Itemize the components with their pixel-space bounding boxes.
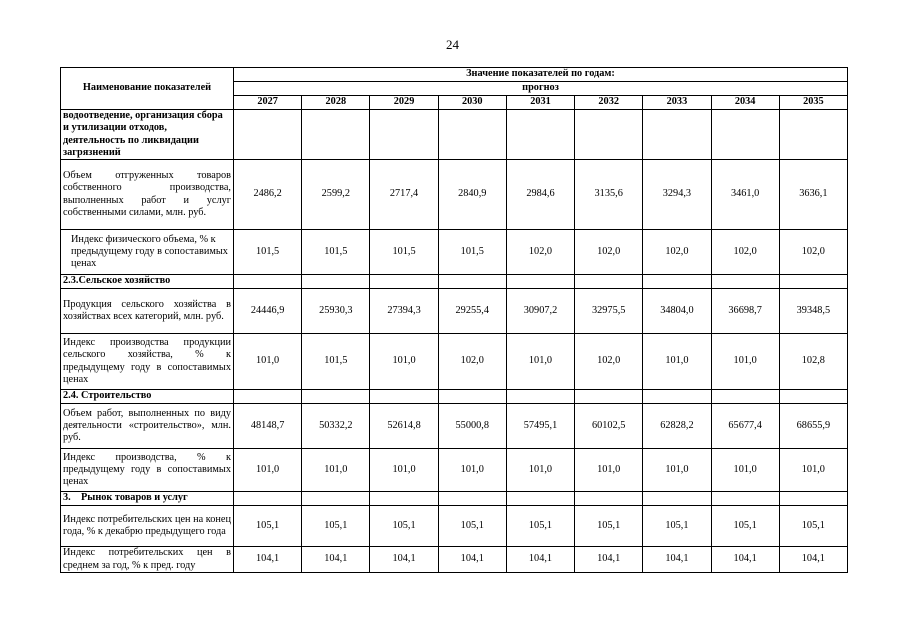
value-cell: 101,0 [779, 449, 847, 492]
value-cell: 105,1 [302, 506, 370, 547]
value-cell: 101,0 [643, 334, 711, 390]
indicator-label: водоотведение, организация сбора и утилизации отходов, деятельность по ликвидации загрязнений [61, 110, 234, 160]
value-cell: 105,1 [438, 506, 506, 547]
value-cell: 3135,6 [575, 160, 643, 230]
value-cell: 101,0 [643, 449, 711, 492]
value-cell [506, 110, 574, 160]
value-cell: 101,5 [302, 230, 370, 275]
table-row [61, 506, 848, 547]
header-year: 2028 [302, 96, 370, 110]
value-cell [711, 492, 779, 506]
value-cell: 102,0 [438, 334, 506, 390]
value-cell: 102,0 [643, 230, 711, 275]
value-cell: 34804,0 [643, 289, 711, 334]
header-year: 2029 [370, 96, 438, 110]
value-cell: 104,1 [575, 547, 643, 573]
value-cell: 3294,3 [643, 160, 711, 230]
value-cell: 104,1 [779, 547, 847, 573]
table-row [61, 230, 848, 275]
indicator-label: Индекс потребительских цен на конец года, % к декабрю предыдущего года [61, 506, 234, 547]
indicator-label: Индекс производства продукции сельского хозяйства, % к предыдущему году в сопоставимых ценах [61, 334, 234, 390]
value-cell: 2984,6 [506, 160, 574, 230]
section-title: 3. Рынок товаров и услуг [61, 492, 234, 506]
value-cell: 102,0 [575, 230, 643, 275]
value-cell [370, 110, 438, 160]
value-cell: 62828,2 [643, 404, 711, 449]
indicator-label: Продукция сельского хозяйства в хозяйствах всех категорий, млн. руб. [61, 289, 234, 334]
value-cell: 3636,1 [779, 160, 847, 230]
value-cell: 101,0 [234, 449, 302, 492]
value-cell [438, 492, 506, 506]
value-cell: 101,0 [234, 334, 302, 390]
value-cell [779, 275, 847, 289]
value-cell: 102,0 [711, 230, 779, 275]
header-year: 2032 [575, 96, 643, 110]
value-cell: 52614,8 [370, 404, 438, 449]
value-cell [643, 390, 711, 404]
value-cell: 68655,9 [779, 404, 847, 449]
indicator-label: Индекс потребительских цен в среднем за год, % к пред. году [61, 547, 234, 573]
table-row [61, 110, 848, 160]
value-cell: 101,0 [302, 449, 370, 492]
value-cell [302, 390, 370, 404]
value-cell [643, 492, 711, 506]
value-cell: 29255,4 [438, 289, 506, 334]
value-cell: 101,0 [506, 334, 574, 390]
section-title: 2.3.Сельское хозяйство [61, 275, 234, 289]
value-cell: 102,0 [506, 230, 574, 275]
value-cell: 3461,0 [711, 160, 779, 230]
value-cell: 32975,5 [575, 289, 643, 334]
value-cell: 24446,9 [234, 289, 302, 334]
value-cell: 50332,2 [302, 404, 370, 449]
value-cell [438, 390, 506, 404]
value-cell: 101,5 [302, 334, 370, 390]
table-row [61, 160, 848, 230]
value-cell: 2599,2 [302, 160, 370, 230]
value-cell [575, 390, 643, 404]
value-cell: 60102,5 [575, 404, 643, 449]
section-row [61, 275, 848, 289]
table-row [61, 547, 848, 573]
value-cell: 105,1 [643, 506, 711, 547]
value-cell: 104,1 [438, 547, 506, 573]
section-row [61, 492, 848, 506]
value-cell [575, 492, 643, 506]
value-cell [302, 110, 370, 160]
value-cell: 104,1 [370, 547, 438, 573]
value-cell [711, 390, 779, 404]
value-cell: 101,0 [370, 334, 438, 390]
value-cell [234, 492, 302, 506]
value-cell [302, 492, 370, 506]
header-year: 2035 [779, 96, 847, 110]
value-cell [438, 110, 506, 160]
table-body [61, 110, 848, 573]
value-cell: 104,1 [711, 547, 779, 573]
value-cell: 104,1 [302, 547, 370, 573]
value-cell [575, 275, 643, 289]
value-cell [370, 275, 438, 289]
header-year: 2034 [711, 96, 779, 110]
table-row [61, 334, 848, 390]
header-year: 2033 [643, 96, 711, 110]
value-cell: 104,1 [643, 547, 711, 573]
value-cell [643, 275, 711, 289]
indicator-label: Индекс производства, % к предыдущему году в сопоставимых ценах [61, 449, 234, 492]
value-cell [234, 390, 302, 404]
value-cell [506, 492, 574, 506]
value-cell: 101,5 [370, 230, 438, 275]
value-cell: 101,5 [438, 230, 506, 275]
value-cell [711, 275, 779, 289]
value-cell [779, 110, 847, 160]
value-cell: 2486,2 [234, 160, 302, 230]
section-title: 2.4. Строительство [61, 390, 234, 404]
indicators-table [60, 67, 848, 573]
value-cell: 27394,3 [370, 289, 438, 334]
value-cell [302, 275, 370, 289]
value-cell: 101,0 [711, 334, 779, 390]
value-cell: 104,1 [234, 547, 302, 573]
value-cell: 2717,4 [370, 160, 438, 230]
value-cell: 48148,7 [234, 404, 302, 449]
header-year: 2030 [438, 96, 506, 110]
value-cell: 105,1 [779, 506, 847, 547]
value-cell: 105,1 [234, 506, 302, 547]
indicator-label: Индекс физического объема, % к предыдущему году в сопоставимых ценах [61, 230, 234, 275]
value-cell: 101,0 [370, 449, 438, 492]
table-header [61, 68, 848, 110]
value-cell [643, 110, 711, 160]
value-cell: 104,1 [506, 547, 574, 573]
header-year: 2027 [234, 96, 302, 110]
value-cell: 105,1 [370, 506, 438, 547]
value-cell [370, 390, 438, 404]
value-cell [506, 275, 574, 289]
value-cell [779, 390, 847, 404]
value-cell: 105,1 [575, 506, 643, 547]
indicator-label: Объем отгруженных товаров собственного производства, выполненных работ и услуг собственными силами, млн. руб. [61, 160, 234, 230]
value-cell: 57495,1 [506, 404, 574, 449]
value-cell: 102,0 [779, 230, 847, 275]
header-indicator-name: Наименование показателей [61, 68, 234, 110]
value-cell: 30907,2 [506, 289, 574, 334]
value-cell: 101,0 [438, 449, 506, 492]
value-cell: 65677,4 [711, 404, 779, 449]
value-cell: 101,0 [575, 449, 643, 492]
value-cell: 101,0 [506, 449, 574, 492]
header-values-title: Значение показателей по годам: [234, 68, 848, 82]
value-cell: 36698,7 [711, 289, 779, 334]
value-cell: 2840,9 [438, 160, 506, 230]
value-cell: 102,0 [575, 334, 643, 390]
value-cell: 105,1 [711, 506, 779, 547]
header-forecast: прогноз [234, 82, 848, 96]
value-cell [438, 275, 506, 289]
value-cell: 105,1 [506, 506, 574, 547]
indicator-label: Объем работ, выполненных по виду деятельности «строительство», млн. руб. [61, 404, 234, 449]
table-row [61, 404, 848, 449]
value-cell: 101,5 [234, 230, 302, 275]
header-year: 2031 [506, 96, 574, 110]
value-cell [370, 492, 438, 506]
value-cell [506, 390, 574, 404]
section-row [61, 390, 848, 404]
table-row [61, 449, 848, 492]
value-cell [711, 110, 779, 160]
value-cell: 39348,5 [779, 289, 847, 334]
value-cell: 102,8 [779, 334, 847, 390]
value-cell: 55000,8 [438, 404, 506, 449]
value-cell [575, 110, 643, 160]
page-number: 24 [446, 37, 459, 52]
value-cell [779, 492, 847, 506]
table-row [61, 289, 848, 334]
value-cell: 25930,3 [302, 289, 370, 334]
value-cell [234, 275, 302, 289]
value-cell [234, 110, 302, 160]
value-cell: 101,0 [711, 449, 779, 492]
